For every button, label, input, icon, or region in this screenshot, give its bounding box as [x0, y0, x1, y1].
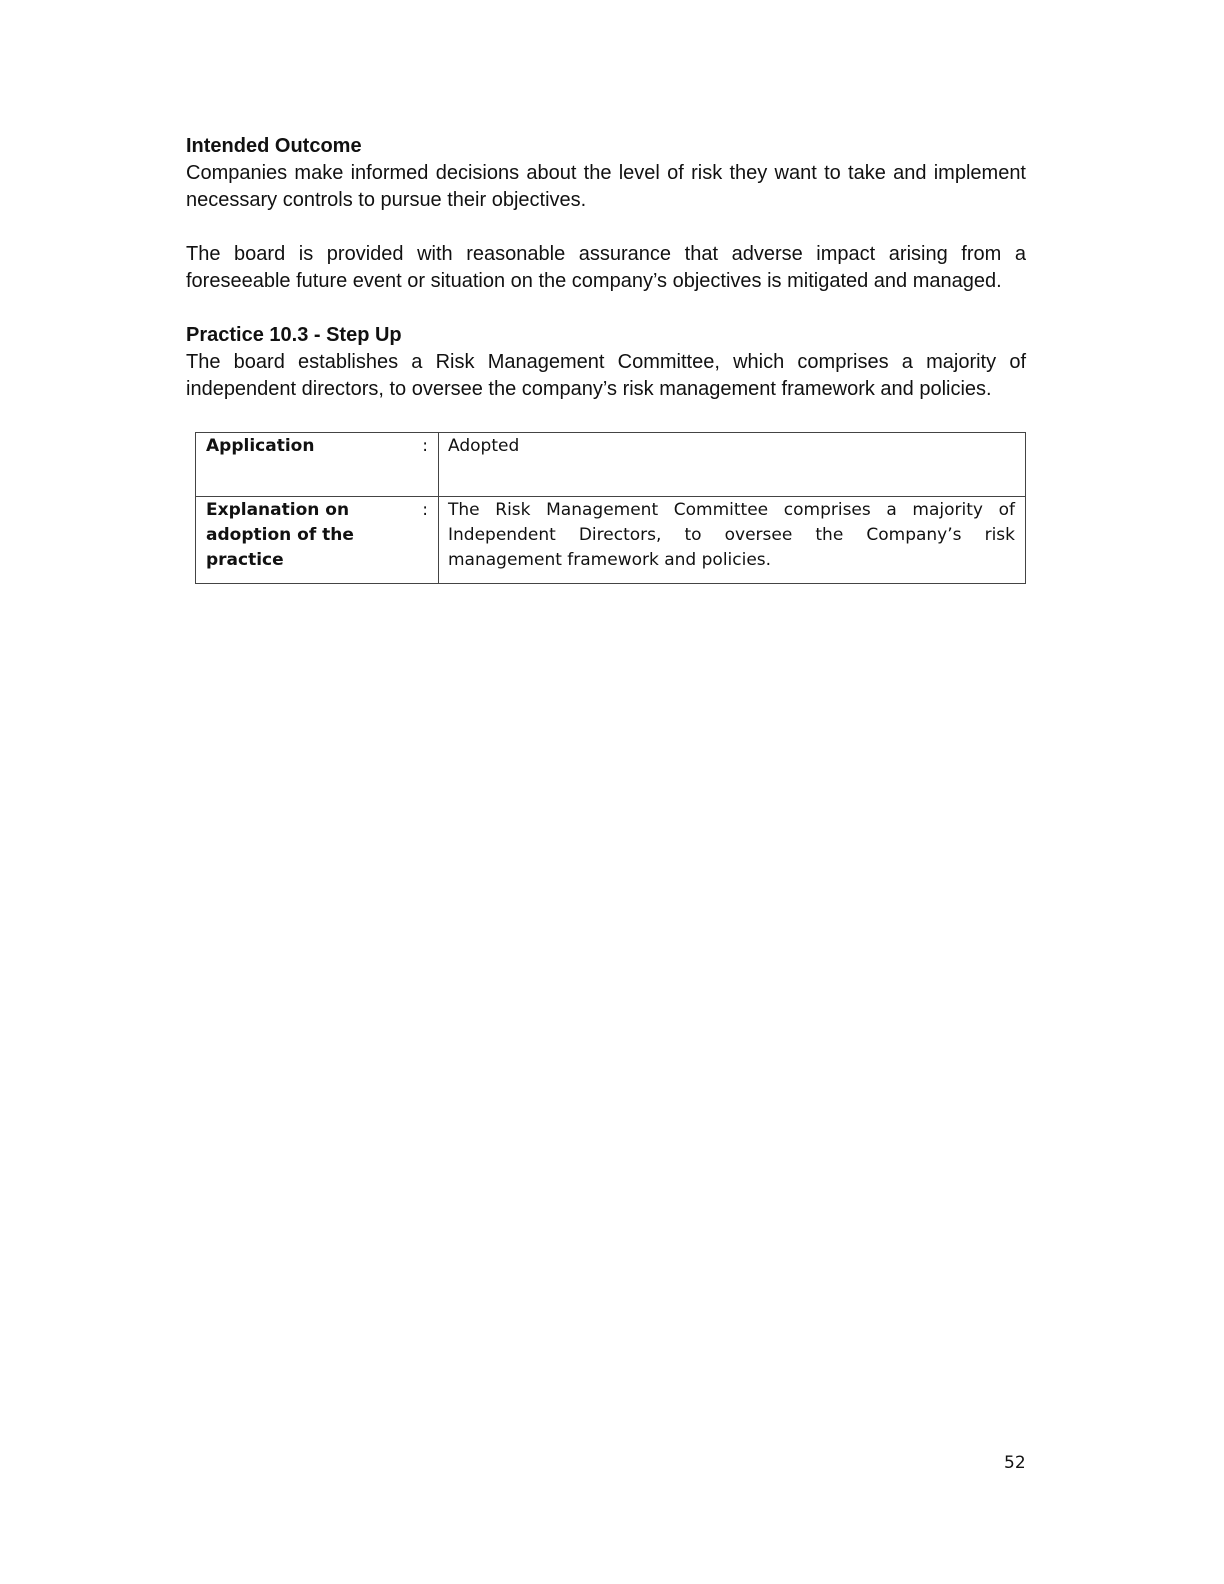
table-row: [196, 497, 1026, 584]
separator: :: [422, 436, 428, 456]
practice-table: [195, 432, 1026, 584]
application-label-cell: [196, 433, 439, 497]
practice-paragraph: The board establishes a Risk Management Committee, which comprises a majority of independent directors, to oversee the company’s risk management framework and policies.: [186, 351, 1026, 400]
separator: :: [422, 500, 428, 520]
practice-heading: Practice 10.3 - Step Up: [186, 324, 402, 346]
application-label: Application: [206, 436, 315, 456]
intended-outcome-heading: Intended Outcome: [186, 135, 362, 157]
document-body: [186, 133, 1026, 403]
explanation-label-cell: [196, 497, 439, 584]
explanation-value: The Risk Management Committee comprises a majority of Independent Directors, to oversee the Company’s risk management framework and policies.: [439, 497, 1026, 584]
application-value: Adopted: [439, 433, 1026, 497]
intended-outcome-paragraph-1: Companies make informed decisions about the level of risk they want to take and implement necessary controls to pursue their objectives.: [186, 162, 1026, 211]
explanation-label: Explanation on adoption of the practice: [206, 500, 354, 570]
page-number: 52: [1004, 1453, 1026, 1473]
intended-outcome-paragraph-2: The board is provided with reasonable assurance that adverse impact arising from a foreseeable future event or situation on the company’s objectives is mitigated and managed.: [186, 243, 1026, 292]
table-row: [196, 433, 1026, 497]
